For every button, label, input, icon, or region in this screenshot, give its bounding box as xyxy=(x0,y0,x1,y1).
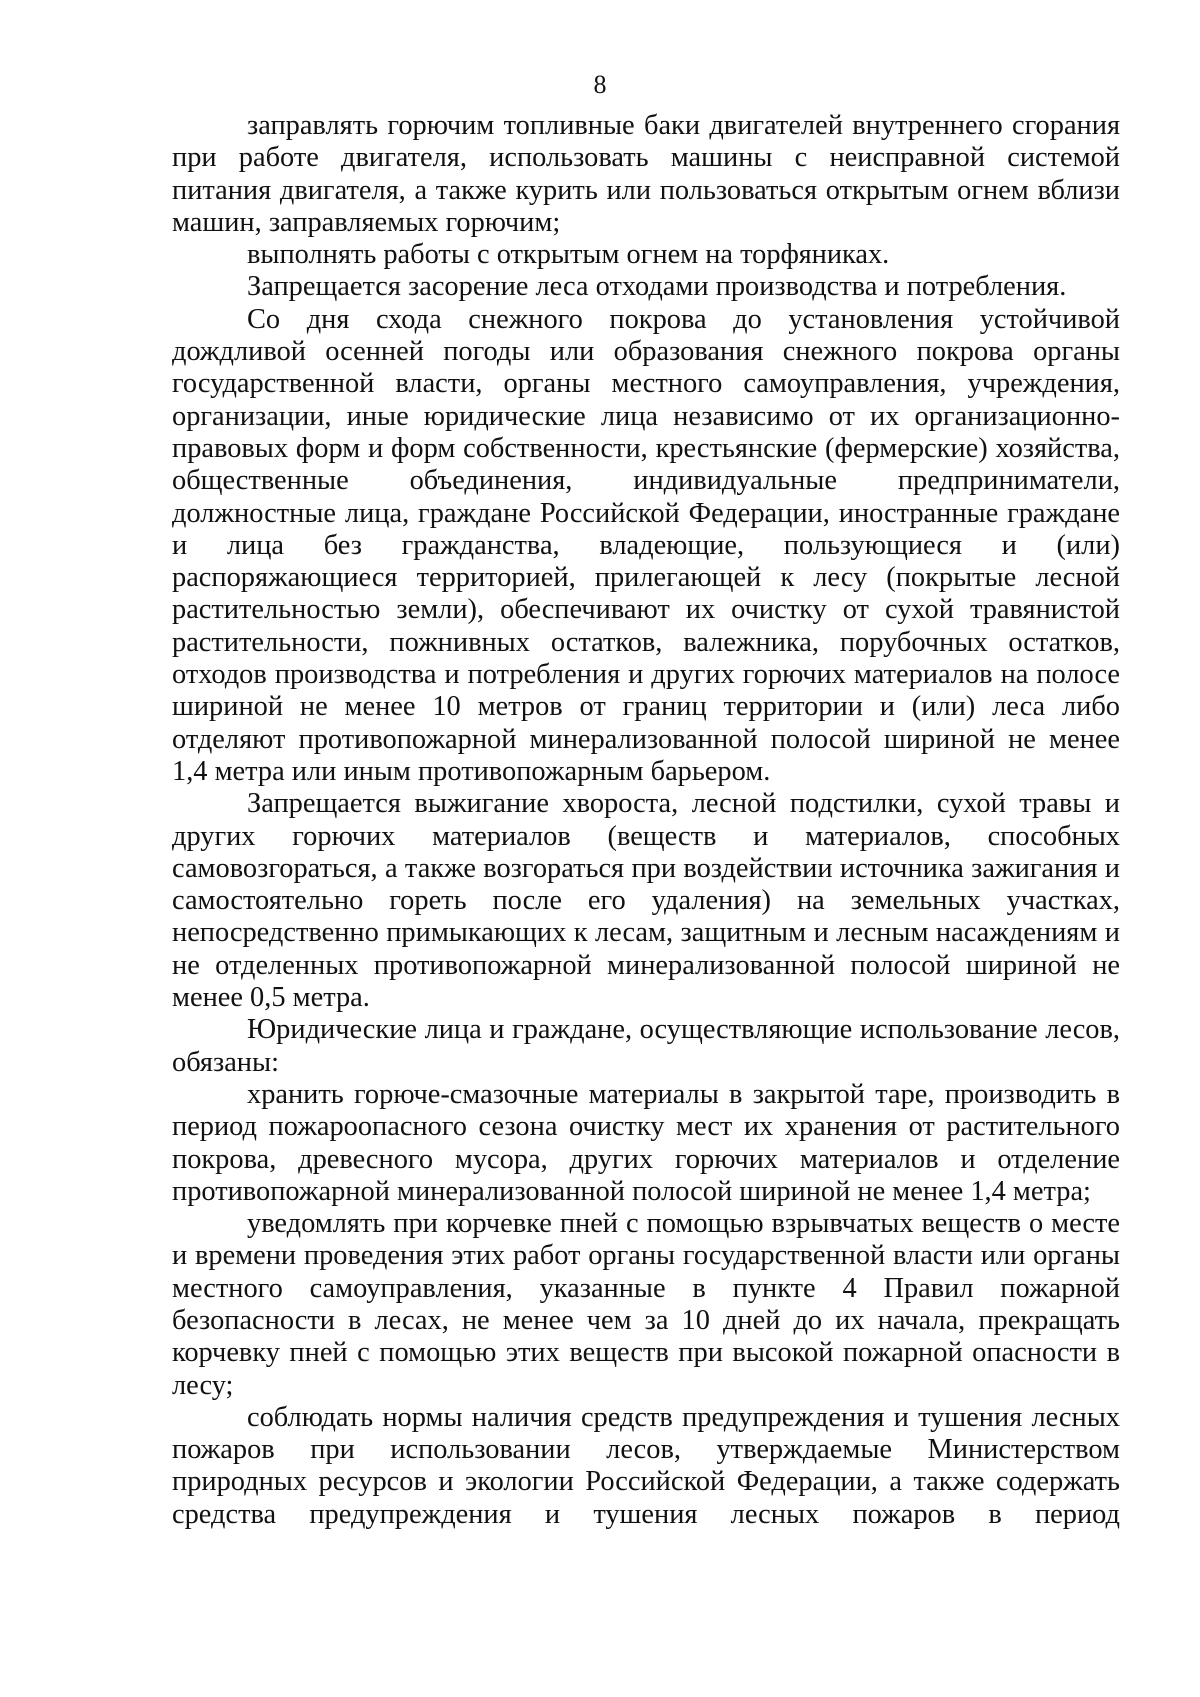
paragraph-refueling-prohibition: заправлять горючим топливные баки двигателей внутреннего сгорания при работе двигателя, использовать машины с неисправной системой питания двигателя, а также курить или пользоваться открытым огнем вблизи машин, заправляемых горючим; xyxy=(172,110,1120,238)
paragraph-fire-equipment-norms: соблюдать нормы наличия средств предупреждения и тушения лесных пожаров при использовании лесов, утверждаемые Министерством природных ресурсов и экологии Российской Федерации, а также содержать средства предупреждения и тушения лесных пожаров в период xyxy=(172,1401,1120,1530)
paragraph-peat-fire-prohibition: выполнять работы с открытым огнем на торфяниках. xyxy=(247,239,890,271)
paragraph-burning-prohibition: Запрещается выжигание хвороста, лесной подстилки, сухой травы и других горючих материалов (веществ и материалов, способных самовозгораться, а также возгораться при воздействии источника зажигания и самостоятельно гореть после его удаления) на земельных участках, непосредственно примыкающих к лесам, защитным и лесным насаждениям и не отделенных противопожарной минерализованной полосой шириной не менее 0,5 метра. xyxy=(172,788,1120,1014)
paragraph-fuel-storage: хранить горюче-смазочные материалы в закрытой таре, производить в период пожароопасного сезона очистку мест их хранения от растительного покрова, древесного мусора, других горючих материалов и отделение противопожарной минерализованной полосой шириной не менее 1,4 метра; xyxy=(172,1078,1120,1207)
paragraph-stump-blasting-notice: уведомлять при корчевке пней с помощью взрывчатых веществ о месте и времени проведения этих работ органы государственной власти или органы местного самоуправления, указанные в пункте 4 Правил пожарной безопасности в лесах, не менее чем за 10 дней до их начала, прекращать корчевку пней с помощью этих веществ при высокой пожарной опасности в лесу; xyxy=(172,1208,1120,1401)
paragraph-forest-users-obligations: Юридические лица и граждане, осуществляющие использование лесов, обязаны: xyxy=(172,1014,1120,1078)
document-body xyxy=(172,110,1120,1531)
page-number: 8 xyxy=(593,70,607,99)
paragraph-forest-littering-prohibition: Запрещается засорение леса отходами производства и потребления. xyxy=(247,271,1067,303)
paragraph-adjacent-territory-clearing: Со дня схода снежного покрова до установления устойчивой дождливой осенней погоды или образования снежного покрова органы государственной власти, органы местного самоуправления, учреждения, организации, иные юридические лица независимо от их организационно-правовых форм и форм собственности, крестьянские (фермерские) хозяйства, общественные объединения, индивидуальные предприниматели, должностные лица, граждане Российской Федерации, иностранные граждане и лица без гражданства, владеющие, пользующиеся и (или) распоряжающиеся территорией, прилегающей к лесу (покрытые лесной растительностью земли), обеспечивают их очистку от сухой травянистой растительности, пожнивных остатков, валежника, порубочных остатков, отходов производства и потребления и других горючих материалов на полосе шириной не менее 10 метров от границ территории и (или) леса либо отделяют противопожарной минерализованной полосой шириной не менее 1,4 метра или иным противопожарным барьером. xyxy=(172,303,1120,787)
